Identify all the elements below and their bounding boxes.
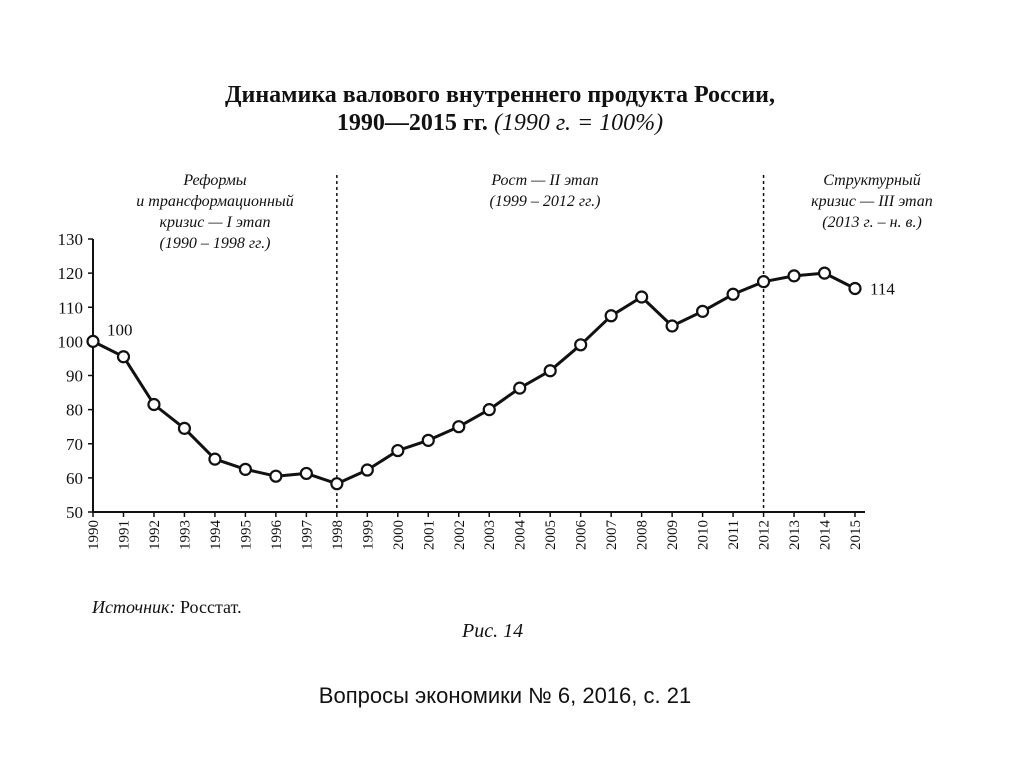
- x-tick-label: 2002: [451, 520, 468, 550]
- y-tick-label: 70: [66, 434, 83, 454]
- chart-subtitle-period: 1990—2015 гг.: [336, 110, 488, 136]
- source-value: Росстат.: [179, 597, 242, 617]
- source-note: [92, 597, 242, 618]
- x-tick-label: 2004: [512, 520, 529, 550]
- data-point: [209, 454, 220, 465]
- x-tick-label: 2003: [482, 520, 499, 550]
- end-value-label: 114: [870, 279, 895, 299]
- y-tick-label: 60: [66, 468, 83, 488]
- data-point: [575, 339, 586, 350]
- data-point: [423, 435, 434, 446]
- period-label-line: (1990 – 1998 гг.): [159, 235, 271, 252]
- x-tick-label: 2013: [787, 520, 804, 550]
- series-line: [93, 273, 855, 484]
- y-axis-ticks: [58, 230, 94, 522]
- data-point: [118, 351, 129, 362]
- x-tick-label: 2010: [695, 520, 712, 550]
- x-tick-label: 2008: [634, 520, 651, 550]
- y-tick-label: 120: [57, 264, 83, 284]
- period-labels: [136, 172, 933, 252]
- x-tick-label: 1999: [360, 520, 377, 550]
- x-tick-label: 2006: [573, 520, 590, 550]
- data-point: [545, 365, 556, 376]
- data-point: [789, 270, 800, 281]
- x-tick-label: 1991: [116, 520, 133, 550]
- x-tick-label: 1997: [299, 520, 316, 550]
- y-tick-label: 100: [57, 332, 83, 352]
- source-label: Источник:: [92, 597, 176, 617]
- data-point: [636, 292, 647, 303]
- x-tick-label: 1994: [207, 520, 224, 550]
- data-point: [667, 321, 678, 332]
- data-point: [240, 464, 251, 475]
- start-value-label: 100: [107, 320, 133, 340]
- data-point: [850, 283, 861, 294]
- x-tick-label: 2005: [543, 520, 560, 550]
- chart-title: Динамика валового внутреннего продукта России,: [225, 82, 775, 108]
- chart-subtitle-base: (1990 г. = 100%): [493, 110, 664, 136]
- data-point: [758, 276, 769, 287]
- period-label-line: (2013 г. – н. в.): [822, 214, 922, 231]
- data-annotations: [107, 279, 895, 339]
- x-tick-label: 2007: [604, 520, 621, 550]
- period-label-line: кризис — I этап: [159, 214, 271, 231]
- data-point: [697, 306, 708, 317]
- period-label-line: (1999 – 2012 гг.): [489, 193, 601, 210]
- x-tick-label: 2014: [817, 520, 834, 550]
- x-tick-label: 1992: [146, 520, 163, 550]
- data-point: [301, 468, 312, 479]
- x-tick-label: 1990: [86, 520, 102, 550]
- y-tick-label: 130: [57, 230, 83, 249]
- data-point: [514, 383, 525, 394]
- x-tick-label: 2000: [390, 520, 407, 550]
- x-tick-label: 1996: [268, 520, 285, 550]
- x-tick-label: 1998: [329, 520, 346, 550]
- period-label-line: Рост — II этап: [491, 172, 599, 189]
- citation: Вопросы экономики № 6, 2016, с. 21: [318, 683, 692, 708]
- data-point: [179, 423, 190, 434]
- y-tick-label: 90: [66, 366, 83, 386]
- data-point: [331, 478, 342, 489]
- x-tick-label: 1993: [177, 520, 194, 550]
- x-tick-label: 2001: [421, 520, 438, 550]
- y-tick-label: 80: [66, 400, 83, 420]
- chart-axes: [93, 239, 865, 512]
- data-point: [453, 421, 464, 432]
- data-point: [362, 465, 373, 476]
- period-dividers: [337, 175, 764, 512]
- data-point: [728, 289, 739, 300]
- data-point: [606, 310, 617, 321]
- x-tick-label: 2009: [665, 520, 682, 550]
- data-point: [819, 268, 830, 279]
- period-label-line: и трансформационный: [136, 193, 294, 210]
- y-tick-label: 50: [66, 503, 83, 522]
- data-point: [88, 336, 99, 347]
- data-point: [484, 404, 495, 415]
- x-tick-label: 2011: [726, 520, 743, 550]
- x-tick-label: 2015: [848, 520, 864, 550]
- x-axis-ticks: [86, 512, 864, 550]
- data-point: [270, 471, 281, 482]
- data-point: [148, 399, 159, 410]
- period-label-line: Реформы: [183, 172, 247, 189]
- series-gdp: [88, 268, 861, 490]
- y-tick-label: 110: [58, 298, 83, 318]
- figure-label: Рис. 14: [462, 620, 524, 642]
- x-tick-label: 2012: [756, 520, 773, 550]
- x-tick-label: 1995: [238, 520, 255, 550]
- data-point: [392, 445, 403, 456]
- period-label-line: кризис — III этап: [811, 193, 933, 210]
- period-label-line: Структурный: [823, 172, 921, 189]
